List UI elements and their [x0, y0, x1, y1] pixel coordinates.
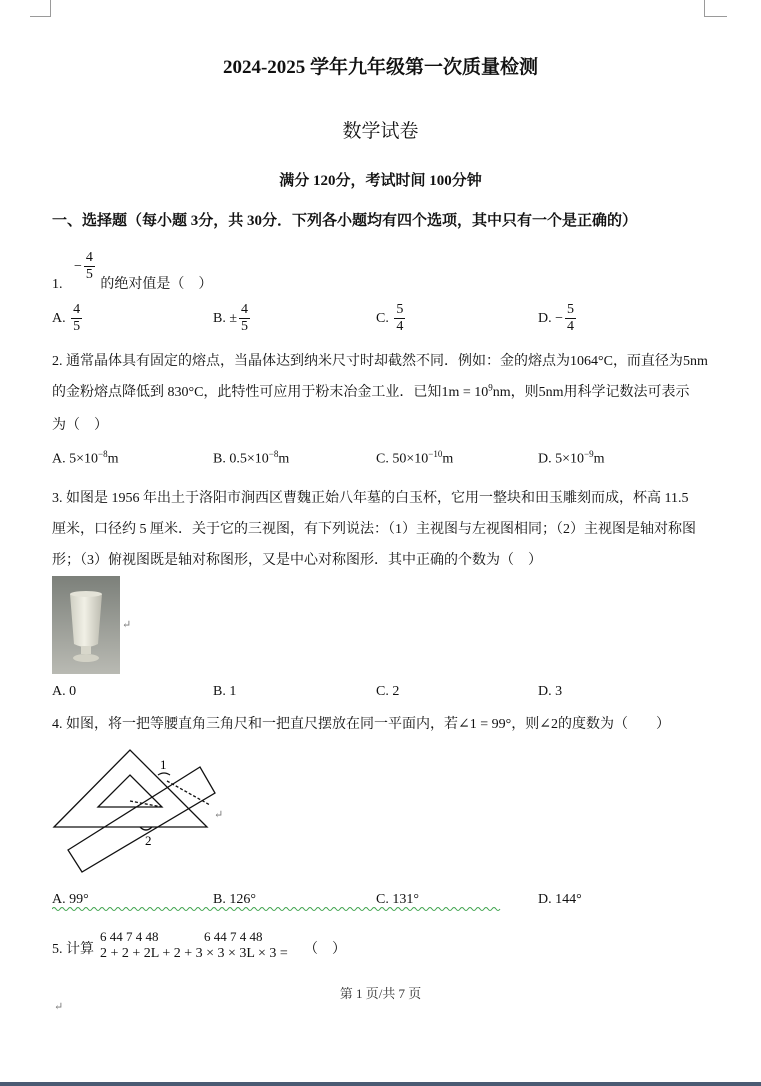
q1-text: 的绝对值是（ ）	[100, 276, 213, 292]
q1-option-d: D. − $\frac{5}{4}$	[538, 302, 575, 335]
page-footer: 第 1 页/共 7 页	[339, 986, 422, 1001]
question-4: 4. 如图，将一把等腰直角三角尺和一把直尺摆放在同一平面内，若∠1 = 99°，则∠2的度数为（ ）	[52, 717, 670, 732]
q5-brace-top-1: 6 44 7 4 48	[100, 929, 159, 944]
return-mark: ↵	[214, 809, 224, 821]
subject-title: 数学试卷	[342, 121, 419, 142]
return-mark: ↵	[54, 1001, 64, 1013]
exam-title: 2024-2025 学年九年级第一次质量检测	[222, 57, 539, 78]
question-2-line-3: 为（ ）	[52, 418, 108, 433]
triangle-outer	[54, 750, 207, 827]
crop-mark-top-left	[30, 0, 51, 17]
q1-option-a: A. $\frac{4}{5}$	[52, 302, 81, 335]
q5-expression: 2 + 2 + 2L + 2 + 3 × 3 × 3L × 3 =	[100, 946, 288, 961]
q4-option-d: D. 144°	[538, 892, 582, 907]
q2-option-a: A. $5\times 10^{-8}m$	[52, 449, 119, 467]
q3-option-d: D. 3	[538, 684, 563, 699]
return-mark: ↵	[122, 619, 132, 631]
q3-option-b: B. 1	[213, 684, 237, 699]
angle-1-arc	[158, 773, 170, 775]
q4-option-b: B. 126°	[213, 892, 256, 907]
question-5-prefix: 5. 计算	[52, 942, 94, 957]
question-2-line-1: 2. 通常晶体具有固定的熔点，当晶体达到纳米尺寸时却截然不同．例如：金的熔点为1064°C，而直径为5nm	[52, 354, 708, 369]
question-3-line-3: 形；（3）俯视图既是轴对称图形，又是中心对称图形．其中正确的个数为（ ）	[52, 553, 542, 568]
q3-option-a: A. 0	[52, 684, 77, 699]
q2-option-b: B. $0.5\times 10^{-8}m$	[213, 449, 290, 467]
q1-number: 1.	[52, 276, 63, 292]
q1-option-b: B. ± $\frac{4}{5}$	[213, 302, 249, 335]
q2-option-c: C. $50\times 10^{-10}m$	[376, 449, 454, 467]
exam-info: 满分 120分，考试时间 100分钟	[279, 173, 482, 189]
angle-label-2: 2	[145, 833, 152, 848]
ruler	[68, 767, 215, 872]
q1-expression: − $\frac{4}{5}$	[74, 250, 93, 283]
question-3-line-1: 3. 如图是 1956 年出土于洛阳市涧西区曹魏正始八年墓的白玉杯，它用一整块和田玉雕刻而成，杯高 11.5	[52, 491, 689, 506]
angle-label-1: 1	[160, 757, 167, 772]
triangle-inner	[98, 775, 162, 807]
question-3-line-2: 厘米，口径约 5 厘米．关于它的三视图，有下列说法：（1）主视图与左视图相同；（2）主视图是轴对称图	[52, 522, 696, 537]
q4-option-c: C. 131°	[376, 892, 419, 907]
q5-answer-paren: （ ）	[304, 942, 346, 957]
q5-brace-top-2: 6 44 7 4 48	[204, 929, 263, 944]
bottom-bar	[0, 1082, 761, 1086]
section-heading: 一、选择题（每小题 3分，共 30分．下列各小题均有四个选项，其中只有一个是正确的）	[52, 213, 638, 229]
q2-option-d: D. $5\times 10^{-9}m$	[538, 449, 605, 467]
question-1	[52, 250, 213, 292]
question-2-line-2: 的金粉熔点降低到 830°C，此特性可应用于粉末冶金工业．已知$1m = 10^9nm$，则5nm用科学记数法可表示	[52, 382, 690, 400]
q1-option-c: C. $\frac{5}{4}$	[376, 302, 404, 335]
q4-option-a: A. 99°	[52, 892, 89, 907]
jade-cup-photo	[52, 576, 120, 674]
triangle-ruler-diagram	[50, 745, 220, 875]
q3-option-c: C. 2	[376, 684, 400, 699]
spellcheck-squiggle	[52, 906, 540, 912]
crop-mark-top-right	[704, 0, 727, 17]
